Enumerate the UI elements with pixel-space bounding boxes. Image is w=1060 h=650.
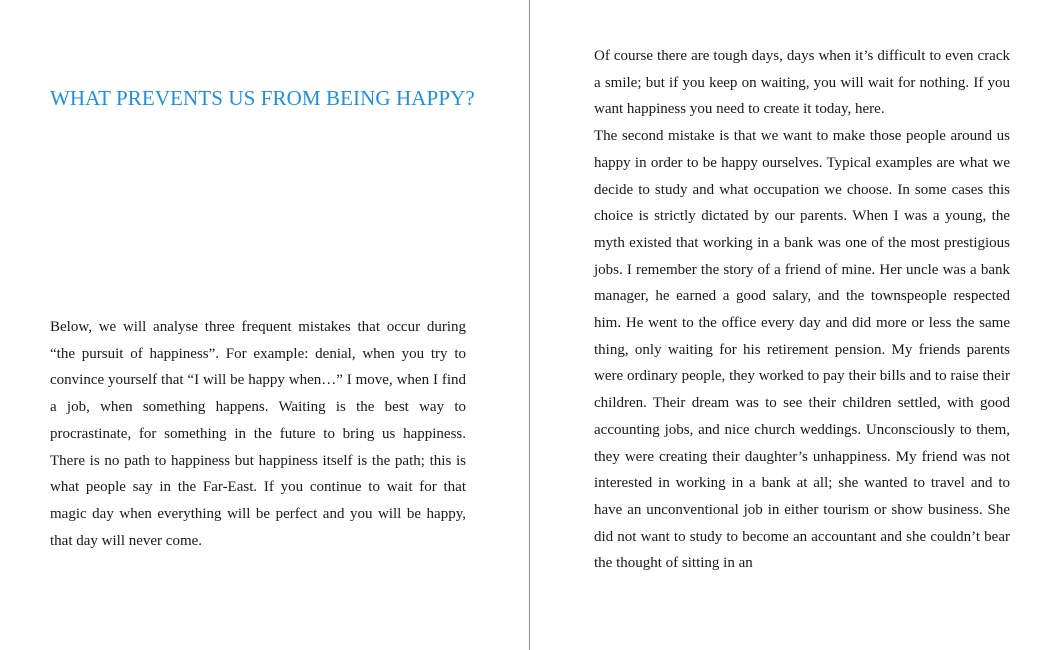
right-paragraph-2: The second mistake is that we want to make those people around us happy in order to be happy ourselves. Typical examples are what we decide to study and what occupation we choose. In some cases this choice is strictly dictated by our parents. When I was a young, the myth existed that working in a bank was one of the most prestigious jobs. I remember the story of a friend of mine. Her uncle was a bank manager, he earned a good salary, and the townspeople respected him. He went to the office every day and did more or less the same thing, only waiting for his retirement pension. My friends parents were ordinary people, they worked to pay their bills and to raise their children. Their dream was to see their children settled, with good accounting jobs, and nice church weddings. Unconsciously to them, they were creating their daughter’s unhappiness. My friend was not interested in working in a bank at all; she wanted to travel and to have an unconventional job in either tourism or show business. She did not want to study to become an accountant and she couldn’t bear the thought of sitting in an <box>594 128 1010 572</box>
left-paragraph: Below, we will analyse three frequent mistakes that occur during “the pursuit of happiness”. For example: denial, when you try to convince yourself that “I will be happy when…” I move, when I find a job, when something happens. Waiting is the best way to procrastinate, for something in the future to bring us happiness. There is no path to happiness but happiness itself is the path; this is what people say in the Far-East. If you continue to wait for that magic day when everything will be perfect and you will be happy, that day will never come. <box>50 319 466 549</box>
page-divider <box>529 0 530 650</box>
right-paragraph-1: Of course there are tough days, days when it’s difficult to even crack a smile; but if you keep on waiting, you will wait for nothing. If you want happiness you need to create it today, here. <box>594 48 1010 118</box>
right-page <box>531 0 1060 650</box>
left-page <box>0 0 529 650</box>
right-text-block <box>594 43 1010 577</box>
chapter-title: WHAT PREVENTS US FROM BEING HAPPY? <box>50 86 475 110</box>
